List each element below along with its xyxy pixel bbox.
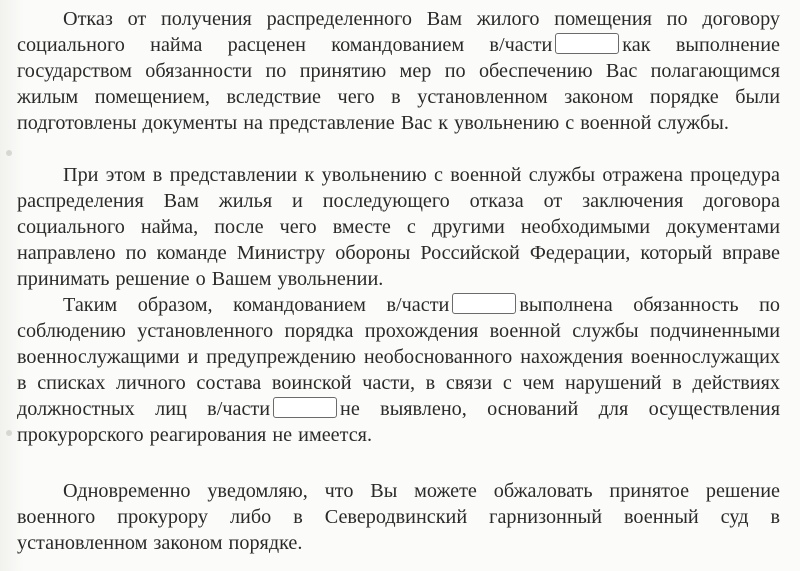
binder-hole-mark bbox=[6, 430, 12, 436]
paragraph-appeal-notice bbox=[17, 478, 780, 556]
paragraph-text: Отказ от получения распределенного Вам жилого помещения по договору социального найма расценен командованием в/части bbox=[17, 8, 780, 56]
redacted-unit-number bbox=[555, 33, 619, 54]
paragraph-text: Одновременно уведомляю, что Вы можете обжаловать принятое решение военного прокурору либо в Северодвинский гарнизонный военный суд в установленном законом порядке. bbox=[17, 480, 780, 554]
paragraph-text: как выполнение государством обязанности по принятию мер по обеспечению Вас полагающимся жилым помещением, вследствие чего в установленном законом порядке были подготовлены документы на представление Вас к увольнению с военной службы. bbox=[17, 34, 780, 134]
paragraph-text: выполнена обязанность по соблюдению установленного порядка прохождения военной службы подчиненными военнослужащими и предупреждению необоснованного нахождения военнослужащих в списках личного состава воинской части, в связи с чем нарушений в действиях должностных лиц в/части bbox=[17, 294, 780, 420]
paragraph-text: не выявлено, оснований для осуществления прокурорского реагирования не имеется. bbox=[17, 398, 780, 446]
paragraph-refusal bbox=[17, 6, 780, 136]
binder-hole-mark bbox=[6, 150, 12, 156]
paragraph-text: Таким образом, командованием в/части bbox=[63, 294, 450, 316]
paragraph-text: При этом в представлении к увольнению с военной службы отражена процедура распределения Вам жилья и последующего отказа от заключения договора социального найма, после чего вместе с другими необходимыми документами направлено по команде Министру обороны Российской Федерации, который вправе принимать решение о Вашем увольнении. bbox=[17, 164, 780, 290]
redacted-unit-number bbox=[273, 397, 337, 418]
paragraph-dismissal-procedure bbox=[17, 162, 780, 292]
paragraph-conclusion bbox=[17, 292, 780, 448]
redacted-unit-number bbox=[452, 293, 516, 314]
